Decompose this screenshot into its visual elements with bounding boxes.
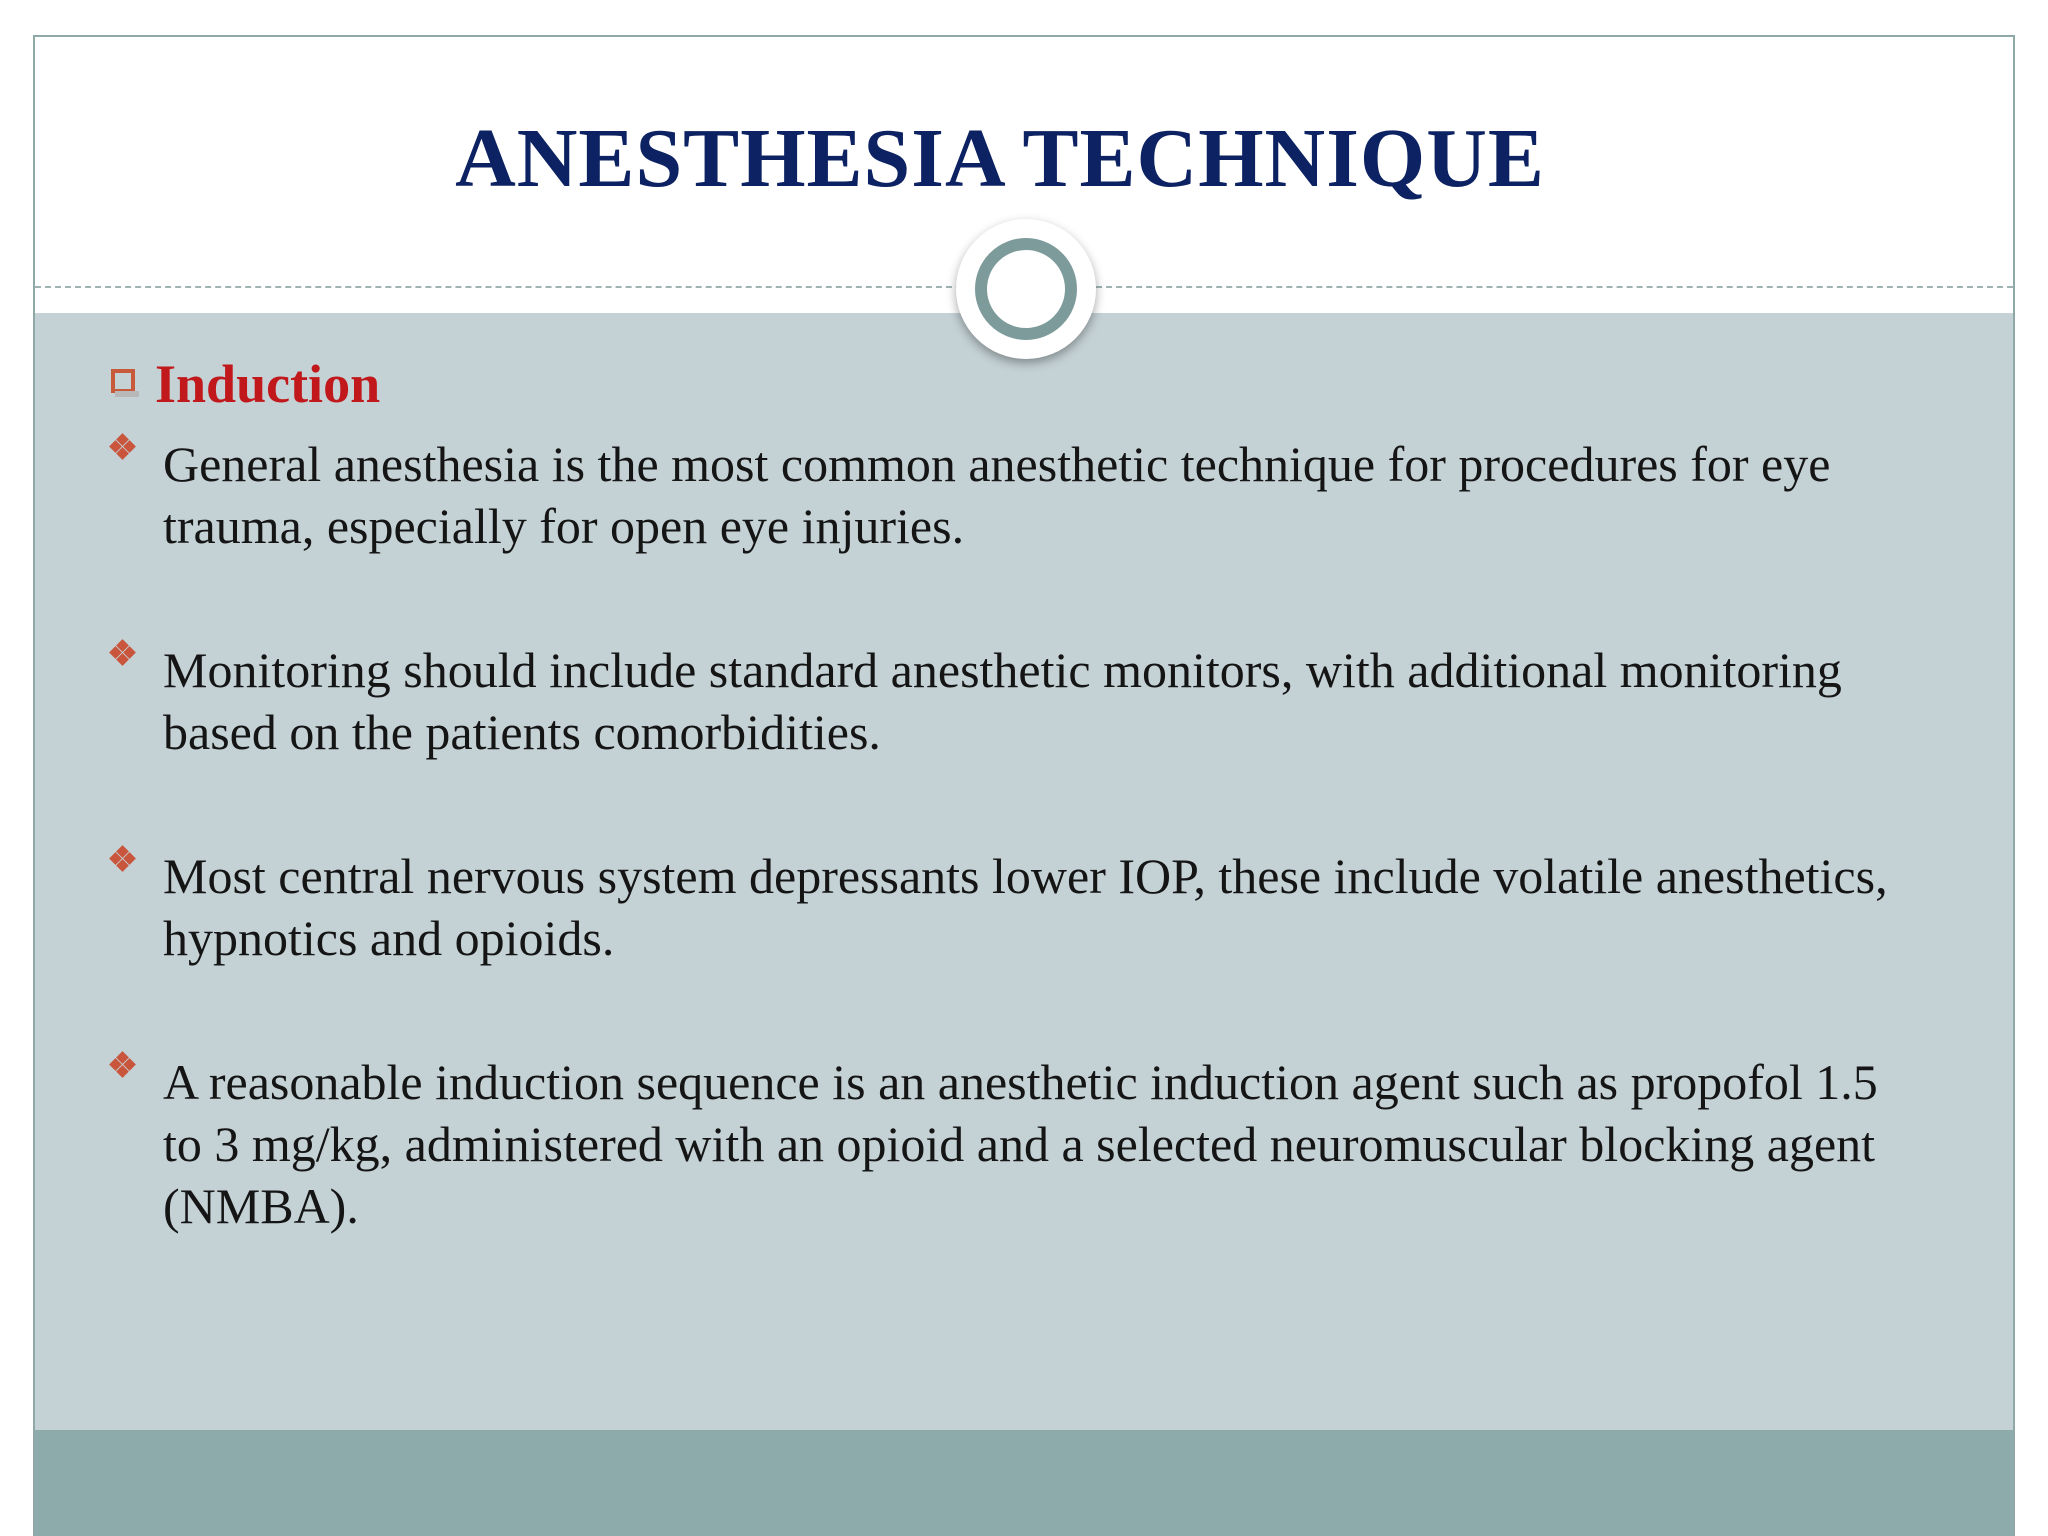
bullet-text: Monitoring should include standard anesthetic monitors, with additional monitoring based on the patients comorbidities. bbox=[163, 642, 1842, 760]
diamond-bullet-icon bbox=[105, 1051, 163, 1091]
ring-ornament-icon bbox=[956, 219, 1096, 359]
bullet-text: A reasonable induction sequence is an anesthetic induction agent such as propofol 1.5 to 3 mg/kg, administered with an opioid and a selected neuromuscular blocking agent (NMBA). bbox=[163, 1054, 1878, 1234]
slide-title: ANESTHESIA TECHNIQUE bbox=[455, 112, 1545, 205]
bullet-item bbox=[105, 639, 1905, 763]
section-heading-row bbox=[105, 354, 1905, 414]
bullet-item bbox=[105, 845, 1905, 969]
content-text-area bbox=[105, 354, 1905, 1319]
diamond-bullet-icon bbox=[105, 639, 163, 679]
bullet-item bbox=[105, 1051, 1905, 1237]
diamond-bullet-icon bbox=[105, 845, 163, 885]
bullet-text: General anesthesia is the most common anesthetic technique for procedures for eye trauma, especially for open eye injuries. bbox=[163, 436, 1831, 554]
checkbox-bullet-icon bbox=[111, 369, 135, 393]
ring-inner bbox=[975, 238, 1077, 340]
slide bbox=[33, 35, 2015, 1536]
section-heading: Induction bbox=[155, 354, 381, 414]
footer-band bbox=[35, 1430, 2013, 1536]
diamond-bullet-icon bbox=[105, 433, 163, 473]
bullet-item bbox=[105, 433, 1905, 557]
bullet-text: Most central nervous system depressants lower IOP, these include volatile anesthetics, hypnotics and opioids. bbox=[163, 848, 1888, 966]
